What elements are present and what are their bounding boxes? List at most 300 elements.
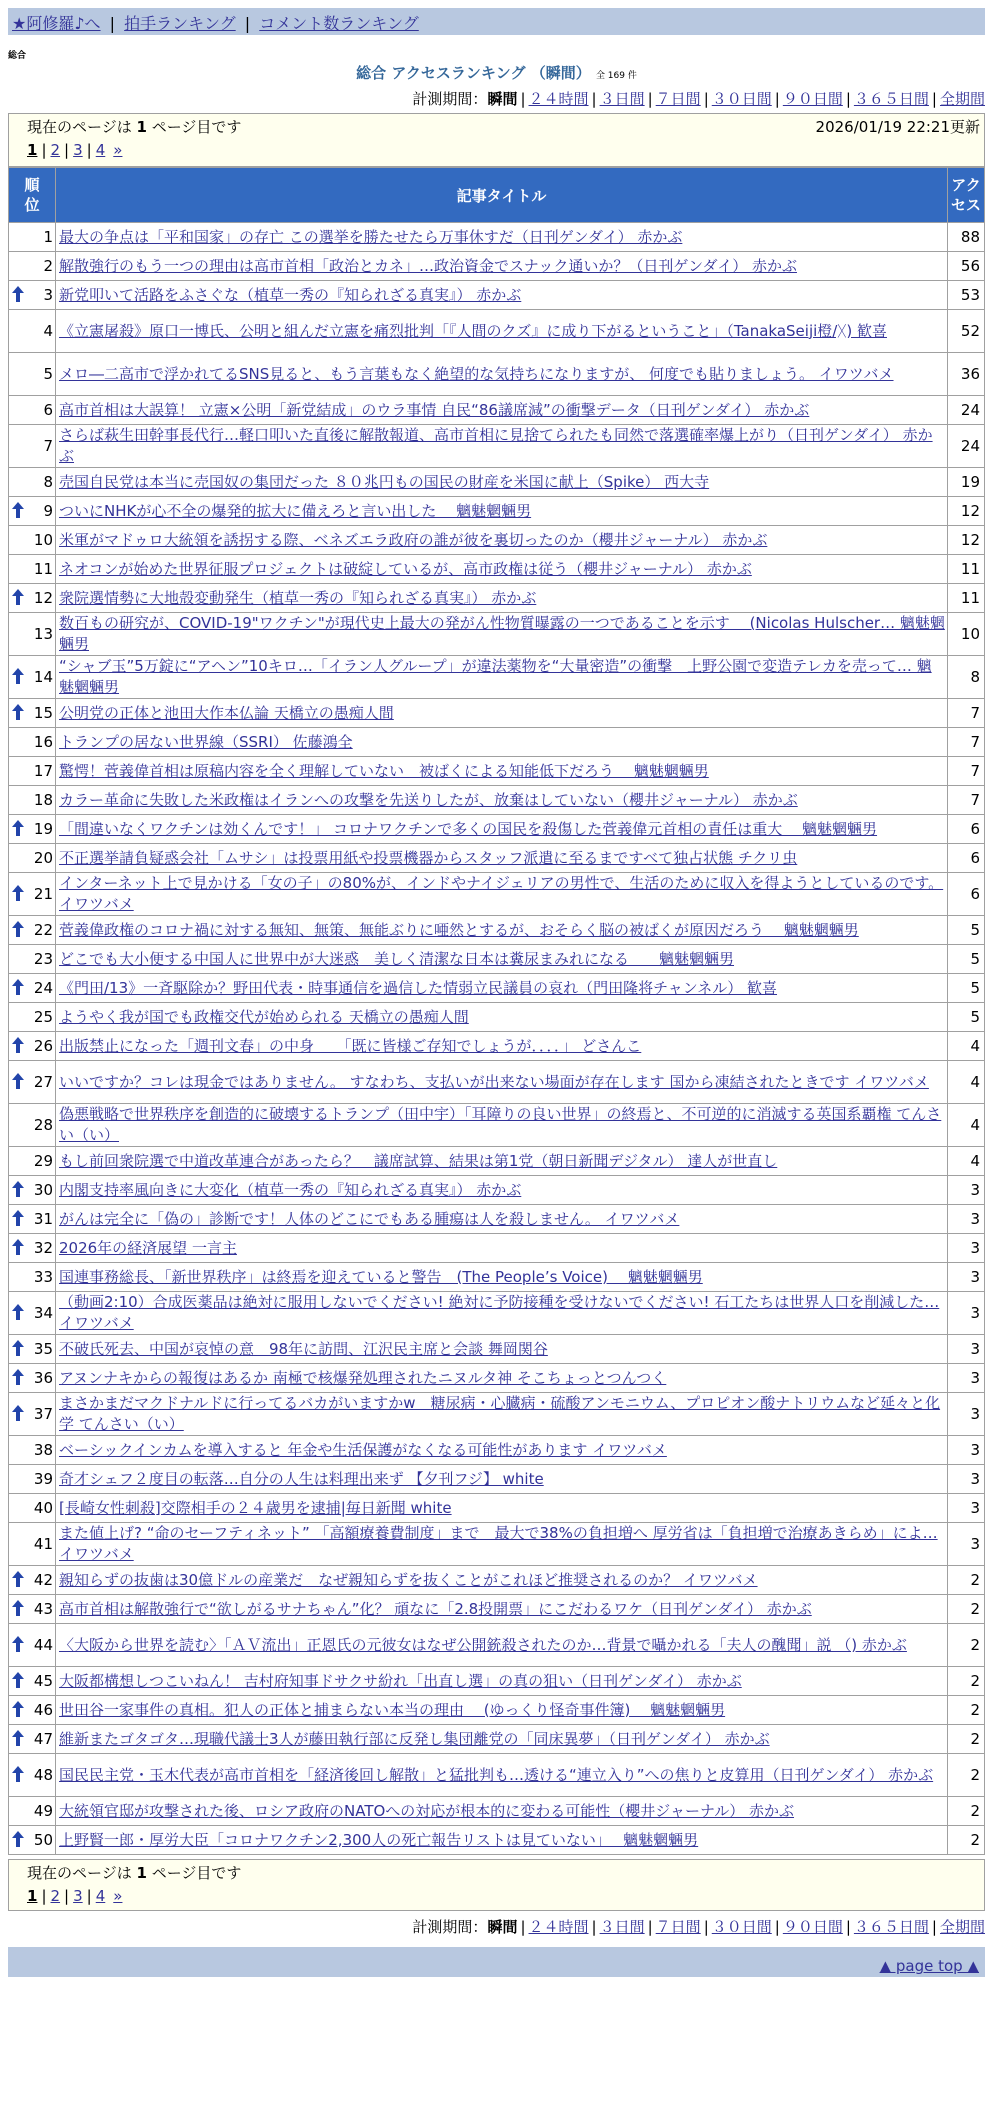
- access-count: 3: [948, 1494, 985, 1523]
- table-row: [9, 1364, 985, 1393]
- comment-ranking-link[interactable]: コメント数ランキング: [259, 14, 419, 33]
- table-row: [9, 613, 985, 656]
- title-cell: [56, 974, 948, 1003]
- article-title-link[interactable]: 内閣支持率風向きに大変化（植草一秀の『知られざる真実』） 赤かぶ: [59, 1180, 522, 1199]
- title-cell: [56, 468, 948, 497]
- article-title-link[interactable]: 上野賢一郎・厚労大臣「コロナワクチン2,300人の死亡報告リストは見ていない」 魑魅魍魎男: [59, 1830, 699, 1849]
- period-current: 瞬間: [487, 90, 518, 108]
- count-column-header: [948, 168, 985, 223]
- rank-cell: [9, 1234, 56, 1263]
- home-link[interactable]: ★阿修羅♪へ: [12, 14, 101, 33]
- updated-timestamp: 2026/01/19 22:21更新: [815, 118, 980, 136]
- table-row: [9, 945, 985, 974]
- rank-up-arrow-icon: [12, 589, 24, 609]
- title-cell: [56, 1754, 948, 1797]
- rank-number: 37: [33, 1405, 53, 1423]
- access-count: 24: [948, 396, 985, 425]
- rank-number: 49: [33, 1802, 53, 1820]
- article-title-link[interactable]: 公明党の正体と池田大作本仏論 天橋立の愚痴人間: [59, 703, 394, 722]
- table-row: [9, 974, 985, 1003]
- period-link-3[interactable]: ３０日間: [711, 1918, 772, 1936]
- pager-separator: |: [86, 141, 92, 159]
- title-cell: [56, 1032, 948, 1061]
- article-title-link[interactable]: 世田谷一家事件の真相。犯人の正体と捕まらない本当の理由 (ゆっくり怪奇事件簿) 魑魅魍魎男: [59, 1700, 726, 1719]
- access-count: 5: [948, 916, 985, 945]
- pager-separator: |: [86, 1887, 92, 1905]
- table-row: [9, 1566, 985, 1595]
- article-title-link[interactable]: 国連事務総長、「新世界秩序」は終焉を迎えていると警告 (The People’s Voice) 魑魅魍魎男: [59, 1267, 703, 1286]
- access-count: 3: [948, 1263, 985, 1292]
- period-link-1[interactable]: ３日間: [599, 1918, 645, 1936]
- rank-cell: [9, 396, 56, 425]
- rank-number: 1: [43, 228, 53, 246]
- rank-up-arrow-icon: [12, 704, 24, 724]
- access-count: 12: [948, 497, 985, 526]
- article-title-link[interactable]: 解散強行のもう一つの理由は高市首相「政治とカネ」…政治資金でスナック通いか？（日刊ゲンダイ） 赤かぶ: [59, 256, 797, 275]
- article-title-link[interactable]: “シャブ玉”5万錠に“アヘン”10キロ…「イラン人グループ」が違法薬物を“大量密造”の衝撃 上野公園で変造テレカを売って… 魑魅魍魎男: [59, 657, 932, 696]
- table-row: [9, 526, 985, 555]
- article-title-link[interactable]: メロ―二高市で浮かれてるSNS見ると、もう言葉もなく絶望的な気持ちになりますが、 何度でも貼りましょう。 イワツバメ: [59, 364, 894, 383]
- table-row: [9, 1465, 985, 1494]
- title-cell: [56, 699, 948, 728]
- title-column-header: 記事タイトル: [56, 168, 948, 223]
- table-row: [9, 1032, 985, 1061]
- pager-separator: |: [41, 1887, 47, 1905]
- access-count: 3: [948, 1292, 985, 1335]
- rank-up-arrow-icon: [12, 1600, 24, 1620]
- title-cell: [56, 1292, 948, 1335]
- table-row: [9, 1826, 985, 1855]
- current-page-text: 現在のページは 1 ページ目です: [27, 118, 242, 136]
- rank-number: 24: [33, 979, 53, 997]
- period-selector-bottom: [0, 1916, 985, 1937]
- pager-link-2[interactable]: 2: [50, 141, 61, 159]
- rank-cell: [9, 873, 56, 916]
- period-link-2[interactable]: ７日間: [655, 90, 701, 108]
- title-cell: [56, 815, 948, 844]
- rank-cell: [9, 584, 56, 613]
- article-title-link[interactable]: [長崎女性刺殺]交際相手の２４歳男を逮捕|毎日新聞 white: [59, 1498, 452, 1517]
- period-separator: |: [647, 1918, 653, 1936]
- table-row: [9, 656, 985, 699]
- article-title-link[interactable]: 米軍がマドゥロ大統領を誘拐する際、ベネズエラ政府の誰が彼を裏切ったのか（櫻井ジャーナル） 赤かぶ: [59, 530, 768, 549]
- article-title-link[interactable]: 偽悪戦略で世界秩序を創造的に破壊するトランプ（田中宇）「耳障りの良い世界」の終焉と、不可逆的に消滅する英国系覇権 てんさい（い）: [59, 1105, 942, 1144]
- rank-up-arrow-icon: [12, 979, 24, 999]
- ranking-table: [8, 167, 985, 1855]
- table-row: [9, 1754, 985, 1797]
- period-label: 計測期間：: [412, 90, 488, 108]
- title-cell: [56, 584, 948, 613]
- title-cell: [56, 945, 948, 974]
- access-count: 5: [948, 1003, 985, 1032]
- rank-number: 38: [33, 1441, 53, 1459]
- article-title-link[interactable]: 「間違いなくワクチンは効くんです！」 コロナワクチンで多くの国民を殺傷した菅義偉元首相の責任は重大 魑魅魍魎男: [59, 819, 878, 838]
- access-count: 19: [948, 468, 985, 497]
- rank-cell: [9, 916, 56, 945]
- rank-number: 35: [33, 1340, 53, 1358]
- pager-link-4[interactable]: 4: [95, 141, 106, 159]
- rank-up-arrow-icon: [12, 502, 24, 522]
- title-cell: [56, 1494, 948, 1523]
- pager-next-link[interactable]: »: [113, 141, 123, 159]
- article-title-link[interactable]: カラー革命に失敗した米政権はイランへの攻撃を先送りしたが、放棄はしていない（櫻井ジャーナル） 赤かぶ: [59, 790, 798, 809]
- article-title-link[interactable]: インターネット上で見かける「女の子」の80%が、インドやナイジェリアの男性で、生活のために収入を得ようとしているのです。 イワツバメ: [59, 874, 944, 913]
- period-selector: [0, 88, 985, 109]
- access-count: 53: [948, 281, 985, 310]
- article-title-link[interactable]: 衆院選情勢に大地殻変動発生（植草一秀の『知られざる真実』） 赤かぶ: [59, 588, 537, 607]
- access-count: 3: [948, 1436, 985, 1465]
- table-row: [9, 1147, 985, 1176]
- pager-link-3[interactable]: 3: [73, 1887, 83, 1905]
- access-count: 36: [948, 353, 985, 396]
- rank-column-header: [9, 168, 56, 223]
- rank-cell: [9, 1147, 56, 1176]
- rank-number: 9: [43, 502, 53, 520]
- title-cell: [56, 916, 948, 945]
- article-title-link[interactable]: 菅義偉政権のコロナ禍に対する無知、無策、無能ぶりに唖然とするが、おそらく脳の被ばくが原因だろう 魑魅魍魎男: [59, 920, 859, 939]
- title-cell: [56, 728, 948, 757]
- rank-up-arrow-icon: [12, 1037, 24, 1057]
- rank-number: 39: [33, 1470, 53, 1488]
- rank-cell: [9, 1595, 56, 1624]
- rank-number: 4: [43, 322, 53, 340]
- article-title-link[interactable]: トランプの居ない世界線（SSRI） 佐藤鴻全: [59, 732, 353, 751]
- rank-number: 19: [33, 820, 53, 838]
- rank-cell: [9, 1566, 56, 1595]
- rank-number: 33: [33, 1268, 53, 1286]
- rank-number: 34: [33, 1304, 53, 1322]
- rank-up-arrow-icon: [12, 1073, 24, 1093]
- period-link-5[interactable]: ３６５日間: [853, 90, 929, 108]
- pager-current: [27, 141, 37, 159]
- title-cell: [56, 1624, 948, 1667]
- rank-cell: [9, 526, 56, 555]
- article-title-link[interactable]: 国民民主党・玉木代表が高市首相を「経済後回し解散」と猛批判も…透ける“連立入り”への焦りと皮算用（日刊ゲンダイ） 赤かぶ: [59, 1765, 934, 1784]
- access-count: 24: [948, 425, 985, 468]
- access-count: 6: [948, 815, 985, 844]
- access-count: 2: [948, 1667, 985, 1696]
- rank-cell: [9, 252, 56, 281]
- rank-cell: [9, 468, 56, 497]
- clap-ranking-link[interactable]: 拍手ランキング: [124, 14, 236, 33]
- pager-current: [27, 1887, 37, 1905]
- table-row: [9, 310, 985, 353]
- table-row: [9, 1494, 985, 1523]
- period-link-4[interactable]: ９０日間: [782, 90, 843, 108]
- access-count: 56: [948, 252, 985, 281]
- page-top-link[interactable]: ▲ page top ▲: [879, 1957, 979, 1975]
- title-cell: [56, 1393, 948, 1436]
- rank-number: 22: [33, 921, 53, 939]
- nav-separator: |: [109, 14, 116, 33]
- title-cell: [56, 1234, 948, 1263]
- title-cell: [56, 1104, 948, 1147]
- table-row: [9, 786, 985, 815]
- title-cell: [56, 656, 948, 699]
- rank-number: 18: [33, 791, 53, 809]
- rank-cell: [9, 974, 56, 1003]
- nav-separator: |: [244, 14, 251, 33]
- rank-up-arrow-icon: [12, 1636, 24, 1656]
- rank-cell: [9, 1176, 56, 1205]
- rank-cell: [9, 699, 56, 728]
- rank-cell: [9, 757, 56, 786]
- article-title-link[interactable]: また値上げ? “命のセーフティネット” 「高額療養費制度」まで 最大で38%の負担増へ 厚労省は「負担増で治療あきらめ」によ… イワツバメ: [59, 1524, 938, 1563]
- period-link-3[interactable]: ３０日間: [711, 90, 772, 108]
- article-title-link[interactable]: 高市首相は解散強行で“欲しがるサナちゃん”化？ 頑なに「2.8投開票」にこだわるワケ（日刊ゲンダイ） 赤かぶ: [59, 1599, 812, 1618]
- rank-cell: [9, 1003, 56, 1032]
- period-separator: |: [591, 1918, 597, 1936]
- article-title-link[interactable]: がんは完全に「偽の」診断です！人体のどこにでもある腫瘍は人を殺しません。 イワツバメ: [59, 1209, 680, 1228]
- rank-number: 5: [43, 365, 53, 383]
- rank-cell: [9, 945, 56, 974]
- rank-cell: [9, 728, 56, 757]
- rank-cell: [9, 1754, 56, 1797]
- title-cell: [56, 310, 948, 353]
- rank-cell: [9, 1826, 56, 1855]
- article-title-link[interactable]: 〈大阪から世界を読む〉「ＡＶ流出」正恩氏の元彼女はなぜ公開銃殺されたのか…背景で囁かれる「夫人の醜聞」説 （) 赤かぶ: [59, 1635, 907, 1654]
- table-row: [9, 584, 985, 613]
- access-count: 12: [948, 526, 985, 555]
- article-title-link[interactable]: 売国自民党は本当に売国奴の集団だった ８０兆円もの国民の財産を米国に献上（Spike） 西大寺: [59, 472, 710, 491]
- pager-link-3[interactable]: 3: [73, 141, 83, 159]
- rank-up-arrow-icon: [12, 1701, 24, 1721]
- table-row: [9, 1523, 985, 1566]
- article-title-link[interactable]: ようやく我が国でも政権交代が始められる 天橋立の愚痴人間: [59, 1007, 469, 1026]
- rank-up-arrow-icon: [12, 1831, 24, 1851]
- article-title-link[interactable]: いいですか？コレは現金ではありません。 すなわち、支払いが出来ない場面が存在します 国から凍結されたときです イワツバメ: [59, 1072, 929, 1091]
- access-count: 11: [948, 584, 985, 613]
- table-row: [9, 699, 985, 728]
- article-title-link[interactable]: 新党叩いて活路をふさぐな（植草一秀の『知られざる真実』） 赤かぶ: [59, 285, 522, 304]
- period-link-0[interactable]: ２４時間: [528, 1918, 589, 1936]
- article-title-link[interactable]: 出版禁止になった「週刊文春」の中身 「既に皆様ご存知でしょうが．．．．」 どさんこ: [59, 1036, 642, 1055]
- pager-link-2[interactable]: 2: [50, 1887, 61, 1905]
- title-cell: [56, 1003, 948, 1032]
- table-row: [9, 1003, 985, 1032]
- rank-number: 10: [33, 531, 53, 549]
- period-separator: |: [931, 1918, 937, 1936]
- title-cell: [56, 1797, 948, 1826]
- rank-number: 7: [43, 437, 53, 455]
- table-row: [9, 252, 985, 281]
- rank-number: 6: [43, 401, 53, 419]
- access-count: 2: [948, 1624, 985, 1667]
- access-count: 3: [948, 1176, 985, 1205]
- table-row: [9, 815, 985, 844]
- current-page-number: 1: [136, 118, 147, 136]
- article-title-link[interactable]: ネオコンが始めた世界征服プロジェクトは破綻しているが、高市政権は従う（櫻井ジャーナル） 赤かぶ: [59, 559, 752, 578]
- table-row: [9, 1292, 985, 1335]
- article-title-link[interactable]: 不破氏死去、中国が哀悼の意 98年に訪問、江沢民主席と会談 舞岡関谷: [59, 1339, 548, 1358]
- period-link-1[interactable]: ３日間: [599, 90, 645, 108]
- title-cell: [56, 1696, 948, 1725]
- rank-cell: [9, 1263, 56, 1292]
- article-title-link[interactable]: 親知らずの抜歯は30億ドルの産業だ なぜ親知らずを抜くことがこれほど推奨されるのか？ イワツバメ: [59, 1570, 758, 1589]
- table-row: [9, 1595, 985, 1624]
- article-title-link[interactable]: ついにNHKが心不全の爆発的拡大に備えろと言い出した 魑魅魍魎男: [59, 501, 532, 520]
- title-cell: [56, 526, 948, 555]
- rank-up-arrow-icon: [12, 1405, 24, 1425]
- rank-number: 13: [33, 625, 53, 643]
- rank-number: 43: [33, 1600, 53, 1618]
- access-count: 3: [948, 1335, 985, 1364]
- title-cell: [56, 844, 948, 873]
- pagination: [27, 141, 980, 159]
- rank-number: 28: [33, 1116, 53, 1134]
- rank-cell: [9, 844, 56, 873]
- title-cell: [56, 1176, 948, 1205]
- rank-number: 23: [33, 950, 53, 968]
- current-page-text: 現在のページは 1 ページ目です: [27, 1864, 242, 1882]
- rank-number: 26: [33, 1037, 53, 1055]
- title-cell: [56, 786, 948, 815]
- pager-separator: |: [64, 1887, 70, 1905]
- rank-cell: [9, 1667, 56, 1696]
- rank-number: 8: [43, 473, 53, 491]
- period-link-0[interactable]: ２４時間: [528, 90, 589, 108]
- rank-cell: [9, 281, 56, 310]
- rank-cell: [9, 1364, 56, 1393]
- access-count: 4: [948, 1147, 985, 1176]
- table-row: [9, 1436, 985, 1465]
- rank-cell: [9, 1205, 56, 1234]
- rank-number: 42: [33, 1571, 53, 1589]
- access-count: 3: [948, 1393, 985, 1436]
- access-count: 3: [948, 1465, 985, 1494]
- table-row: [9, 1104, 985, 1147]
- pager-link-4[interactable]: 4: [95, 1887, 106, 1905]
- rank-number: 48: [33, 1766, 53, 1784]
- page-title: [0, 62, 993, 83]
- rank-number: 41: [33, 1535, 53, 1553]
- period-link-4[interactable]: ９０日間: [782, 1918, 843, 1936]
- section-label: 総合: [8, 51, 27, 61]
- rank-cell: [9, 1393, 56, 1436]
- rank-up-arrow-icon: [12, 1239, 24, 1259]
- article-title-link[interactable]: 維新またゴタゴタ…現職代議士3人が藤田執行部に反発し集団離党の「同床異夢」（日刊ゲンダイ） 赤かぶ: [59, 1729, 770, 1748]
- table-row: [9, 1205, 985, 1234]
- rank-cell: [9, 656, 56, 699]
- current-page-number: 1: [136, 1864, 147, 1882]
- rank-number: 15: [33, 704, 53, 722]
- article-title-link[interactable]: どこでも大小便する中国人に世界中が大迷惑 美しく清潔な日本は糞尿まみれになる 魑魅魍魎男: [59, 949, 735, 968]
- rank-number: 45: [33, 1672, 53, 1690]
- rank-cell: [9, 815, 56, 844]
- table-row: [9, 1624, 985, 1667]
- access-count: 4: [948, 1104, 985, 1147]
- rank-up-arrow-icon: [12, 1730, 24, 1750]
- table-row: [9, 1393, 985, 1436]
- table-row: [9, 844, 985, 873]
- title-cell: [56, 1566, 948, 1595]
- title-cell: [56, 497, 948, 526]
- article-title-link[interactable]: （動画2:10）合成医薬品は絶対に服用しないでください! 絶対に予防接種を受けないでください! 石工たちは世界人口を削減した… イワツバメ: [59, 1293, 940, 1332]
- rank-number: 3: [43, 286, 53, 304]
- rank-up-arrow-icon: [12, 668, 24, 688]
- access-count: 52: [948, 310, 985, 353]
- rank-number: 46: [33, 1701, 53, 1719]
- article-title-link[interactable]: もし前回衆院選で中道改革連合があったら？ 議席試算、結果は第1党（朝日新聞デジタル） 達人が世直し: [59, 1151, 778, 1170]
- article-title-link[interactable]: 大統領官邸が攻撃された後、ロシア政府のNATOへの対応が根本的に変わる可能性（櫻井ジャーナル） 赤かぶ: [59, 1801, 795, 1820]
- rank-cell: [9, 310, 56, 353]
- access-count: 2: [948, 1595, 985, 1624]
- access-count: 2: [948, 1725, 985, 1754]
- footer-bar: [8, 1947, 985, 1977]
- access-count: 3: [948, 1234, 985, 1263]
- access-count: 5: [948, 974, 985, 1003]
- pager-link-1[interactable]: 1: [27, 141, 38, 159]
- title-cell: [56, 1436, 948, 1465]
- period-separator: |: [845, 1918, 851, 1936]
- rank-up-arrow-icon: [12, 1369, 24, 1389]
- rank-cell: [9, 1335, 56, 1364]
- period-link-6[interactable]: 全期間: [939, 90, 985, 108]
- access-count: 6: [948, 873, 985, 916]
- pager-link-1[interactable]: 1: [27, 1887, 38, 1905]
- access-count: 2: [948, 1826, 985, 1855]
- rank-up-arrow-icon: [12, 1766, 24, 1786]
- article-title-link[interactable]: 大阪都構想しつこいねん！ 吉村府知事ドサクサ紛れ「出直し選」の真の狙い（日刊ゲンダイ） 赤かぶ: [59, 1671, 742, 1690]
- article-title-link[interactable]: 2026年の経済展望 一言主: [59, 1238, 237, 1257]
- rank-number: 36: [33, 1369, 53, 1387]
- table-row: [9, 873, 985, 916]
- rank-number: 14: [33, 668, 53, 686]
- access-count: 4: [948, 1032, 985, 1061]
- article-title-link[interactable]: アヌンナキからの報復はあるか 南極で核爆発処理されたニヌルタ神 そこちょっとつんつく: [59, 1368, 667, 1387]
- article-title-link[interactable]: まさかまだマクドナルドに行ってるバカがいますかw 糖尿病・心臓病・硫酸アンモニウム、プロピオン酸ナトリウムなど延々と化学 てんさい（い）: [59, 1394, 941, 1433]
- article-title-link[interactable]: 高市首相は大誤算！ 立憲×公明「新党結成」のウラ事情 自民“86議席減”の衝撃データ（日刊ゲンダイ） 赤かぶ: [59, 400, 810, 419]
- title-cell: [56, 1364, 948, 1393]
- table-row: [9, 281, 985, 310]
- article-title-link[interactable]: ベーシックインカムを導入すると 年金や生活保護がなくなる可能性があります イワツバメ: [59, 1440, 667, 1459]
- rank-number: 2: [43, 257, 53, 275]
- table-row: [9, 1797, 985, 1826]
- rank-cell: [9, 1436, 56, 1465]
- period-separator: |: [845, 90, 851, 108]
- title-cell: [56, 223, 948, 252]
- article-title-link[interactable]: 驚愕！菅義偉首相は原稿内容を全く理解していない 被ばくによる知能低下だろう 魑魅魍魎男: [59, 761, 709, 780]
- article-title-link[interactable]: 《立憲屠殺》原口一博氏、公明と組んだ立憲を痛烈批判「『人間のクズ』に成り下がるということ」（TanakaSeiji橙/ᚷ) 歓喜: [59, 321, 887, 340]
- access-count: 7: [948, 786, 985, 815]
- title-cell: [56, 1263, 948, 1292]
- rank-number: 17: [33, 762, 53, 780]
- article-title-link[interactable]: 数百もの研究が、COVID-19"ワクチン"が現代史上最大の発がん性物質曝露の一つであることを示す (Nicolas Hulscher… 魑魅魍魎男: [59, 614, 945, 653]
- pager-next-link[interactable]: »: [113, 1887, 123, 1905]
- article-title-link[interactable]: 不正選挙請負疑惑会社「ムサシ」は投票用紙や投票機器からスタッフ派遣に至るまですべて独占状態 チクリ虫: [59, 848, 798, 867]
- rank-cell: [9, 1523, 56, 1566]
- article-title-link[interactable]: さらば萩生田幹事長代行…軽口叩いた直後に解散報道、高市首相に見捨てられたも同然で落選確率爆上がり（日刊ゲンダイ） 赤かぶ: [59, 426, 933, 465]
- rank-column-header-text: 順位: [24, 176, 40, 214]
- period-link-6[interactable]: 全期間: [939, 1918, 985, 1936]
- table-row: [9, 425, 985, 468]
- access-count: 2: [948, 1696, 985, 1725]
- rank-up-arrow-icon: [12, 1181, 24, 1201]
- table-row: [9, 1263, 985, 1292]
- page-info-box: [8, 113, 985, 167]
- rank-cell: [9, 497, 56, 526]
- article-title-link[interactable]: 《門田/13》一斉駆除か？野田代表・時事通信を過信した情弱立民議員の哀れ（門田隆将チャンネル） 歓喜: [59, 978, 778, 997]
- access-count: 2: [948, 1566, 985, 1595]
- period-link-2[interactable]: ７日間: [655, 1918, 701, 1936]
- period-link-5[interactable]: ３６５日間: [853, 1918, 929, 1936]
- table-row: [9, 728, 985, 757]
- article-title-link[interactable]: 奇才シェフ２度目の転落…自分の人生は料理出来ず 【夕刊フジ】 white: [59, 1469, 544, 1488]
- article-title-link[interactable]: 最大の争点は「平和国家」の存亡 この選挙を勝たせたら万事休すだ（日刊ゲンダイ） 赤かぶ: [59, 227, 683, 246]
- access-count: 2: [948, 1754, 985, 1797]
- rank-number: 27: [33, 1073, 53, 1091]
- rank-number: 31: [33, 1210, 53, 1228]
